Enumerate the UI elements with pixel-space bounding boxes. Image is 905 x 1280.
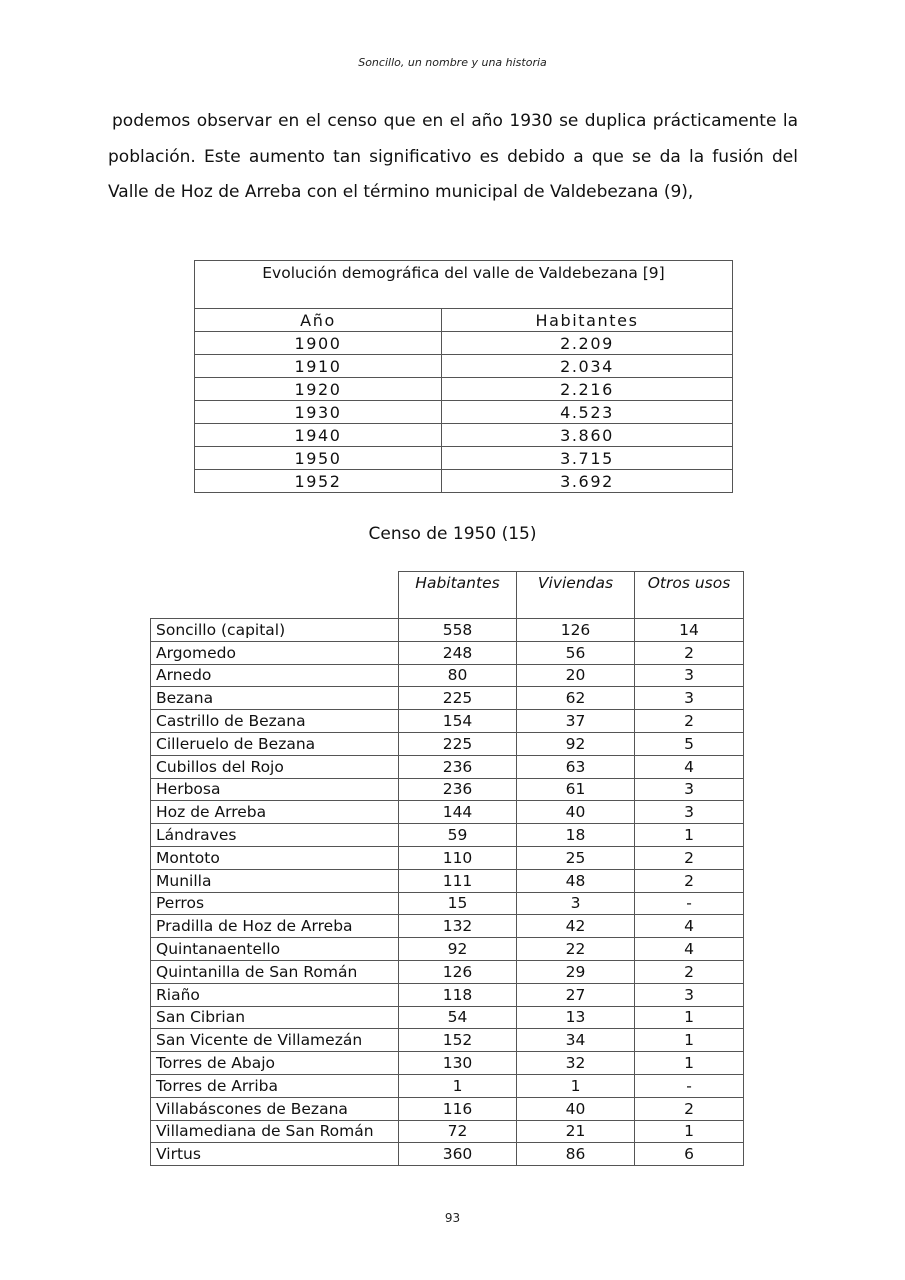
census-inhabitants-cell: 110 — [399, 846, 517, 869]
census-dwellings-cell: 34 — [517, 1029, 635, 1052]
place-name-cell: Torres de Arriba — [151, 1074, 399, 1097]
census-table-row — [151, 983, 744, 1006]
demographic-table-header-row — [195, 309, 733, 332]
census-dwellings-cell: 13 — [517, 1006, 635, 1029]
inhabitants-cell: 2.209 — [442, 332, 733, 355]
census-inhabitants-cell: 118 — [399, 983, 517, 1006]
census-dwellings-cell: 92 — [517, 732, 635, 755]
place-name-cell: Herbosa — [151, 778, 399, 801]
census-other-uses-cell: 1 — [635, 1052, 744, 1075]
census-inhabitants-cell: 360 — [399, 1143, 517, 1166]
year-cell: 1940 — [195, 424, 442, 447]
census-dwellings-header: Viviendas — [517, 572, 635, 619]
census-dwellings-cell: 27 — [517, 983, 635, 1006]
year-cell: 1930 — [195, 401, 442, 424]
demographic-table-title-row — [195, 261, 733, 309]
place-name-cell: Riaño — [151, 983, 399, 1006]
census-dwellings-cell: 22 — [517, 938, 635, 961]
year-column-header: Año — [195, 309, 442, 332]
census-dwellings-cell: 32 — [517, 1052, 635, 1075]
place-name-cell: Castrillo de Bezana — [151, 710, 399, 733]
census-table-row — [151, 710, 744, 733]
census-inhabitants-cell: 144 — [399, 801, 517, 824]
census-dwellings-cell: 42 — [517, 915, 635, 938]
census-other-uses-cell: 2 — [635, 960, 744, 983]
census-table-row — [151, 687, 744, 710]
place-name-cell: Cilleruelo de Bezana — [151, 732, 399, 755]
place-name-cell: Arnedo — [151, 664, 399, 687]
census-dwellings-cell: 63 — [517, 755, 635, 778]
census-other-uses-cell: 6 — [635, 1143, 744, 1166]
census-dwellings-cell: 62 — [517, 687, 635, 710]
census-other-uses-cell: 2 — [635, 869, 744, 892]
inhabitants-column-header: Habitantes — [442, 309, 733, 332]
census-dwellings-cell: 3 — [517, 892, 635, 915]
census-table-row — [151, 915, 744, 938]
inhabitants-cell: 3.692 — [442, 470, 733, 493]
demographic-table-row — [195, 470, 733, 493]
census-table-row — [151, 778, 744, 801]
place-name-cell: Quintanaentello — [151, 938, 399, 961]
inhabitants-cell: 3.715 — [442, 447, 733, 470]
census-inhabitants-cell: 116 — [399, 1097, 517, 1120]
census-other-uses-header: Otros usos — [635, 572, 744, 619]
census-inhabitants-cell: 59 — [399, 824, 517, 847]
census-other-uses-cell: 1 — [635, 824, 744, 847]
demographic-table-row — [195, 332, 733, 355]
demographic-table-row — [195, 424, 733, 447]
census-other-uses-cell: 2 — [635, 710, 744, 733]
census-dwellings-cell: 40 — [517, 801, 635, 824]
place-name-cell: Pradilla de Hoz de Arreba — [151, 915, 399, 938]
census-other-uses-cell: 3 — [635, 664, 744, 687]
census-inhabitants-cell: 236 — [399, 755, 517, 778]
census-inhabitants-cell: 225 — [399, 687, 517, 710]
census-other-uses-cell: 4 — [635, 938, 744, 961]
running-header: Soncillo, un nombre y una historia — [358, 56, 547, 69]
census-other-uses-cell: 3 — [635, 778, 744, 801]
census-table-row — [151, 1143, 744, 1166]
census-inhabitants-cell: 72 — [399, 1120, 517, 1143]
census-table-row — [151, 846, 744, 869]
inhabitants-cell: 2.216 — [442, 378, 733, 401]
census-blank-header-cell — [151, 572, 399, 619]
demographic-table-title: Evolución demográfica del valle de Valdebezana [9] — [195, 261, 733, 309]
census-table-header-row — [151, 572, 744, 619]
census-table-row — [151, 1052, 744, 1075]
census-other-uses-cell: 3 — [635, 801, 744, 824]
census-inhabitants-cell: 1 — [399, 1074, 517, 1097]
demographic-table-row — [195, 378, 733, 401]
census-other-uses-cell: 3 — [635, 983, 744, 1006]
census-other-uses-cell: 14 — [635, 619, 744, 642]
year-cell: 1910 — [195, 355, 442, 378]
census-dwellings-cell: 126 — [517, 619, 635, 642]
place-name-cell: Cubillos del Rojo — [151, 755, 399, 778]
census-inhabitants-cell: 154 — [399, 710, 517, 733]
census-table-row — [151, 1029, 744, 1052]
census-table-row — [151, 801, 744, 824]
census-table-row — [151, 619, 744, 642]
census-table-row — [151, 892, 744, 915]
body-paragraph: podemos observar en el censo que en el año 1930 se duplica prácticamente la población. Este aumento tan significativo es debido a que se da la fusión del Valle de Hoz de Arreba con el término municipal de Valdebezana (9), — [108, 111, 798, 202]
census-other-uses-cell: 1 — [635, 1120, 744, 1143]
demographic-table-row — [195, 401, 733, 424]
census-other-uses-cell: 2 — [635, 846, 744, 869]
census-other-uses-cell: - — [635, 892, 744, 915]
census-other-uses-cell: 2 — [635, 641, 744, 664]
census-inhabitants-cell: 54 — [399, 1006, 517, 1029]
inhabitants-cell: 2.034 — [442, 355, 733, 378]
census-table-row — [151, 960, 744, 983]
place-name-cell: Bezana — [151, 687, 399, 710]
census-inhabitants-cell: 111 — [399, 869, 517, 892]
body-paragraph-block — [108, 104, 798, 211]
census-table — [150, 571, 744, 1166]
demographic-table-row — [195, 447, 733, 470]
census-dwellings-cell: 18 — [517, 824, 635, 847]
census-other-uses-cell: 4 — [635, 755, 744, 778]
census-table-row — [151, 664, 744, 687]
census-dwellings-cell: 20 — [517, 664, 635, 687]
census-other-uses-cell: 5 — [635, 732, 744, 755]
census-dwellings-cell: 48 — [517, 869, 635, 892]
census-other-uses-cell: 1 — [635, 1029, 744, 1052]
place-name-cell: San Cibrian — [151, 1006, 399, 1029]
census-dwellings-cell: 61 — [517, 778, 635, 801]
census-table-row — [151, 1120, 744, 1143]
place-name-cell: Soncillo (capital) — [151, 619, 399, 642]
inhabitants-cell: 4.523 — [442, 401, 733, 424]
census-inhabitants-cell: 248 — [399, 641, 517, 664]
place-name-cell: Lándraves — [151, 824, 399, 847]
place-name-cell: Villabáscones de Bezana — [151, 1097, 399, 1120]
place-name-cell: Torres de Abajo — [151, 1052, 399, 1075]
census-inhabitants-cell: 152 — [399, 1029, 517, 1052]
census-table-row — [151, 641, 744, 664]
census-table-row — [151, 869, 744, 892]
demographic-table-row — [195, 355, 733, 378]
place-name-cell: Perros — [151, 892, 399, 915]
demographic-table — [194, 260, 733, 493]
census-table-row — [151, 755, 744, 778]
census-dwellings-cell: 1 — [517, 1074, 635, 1097]
census-inhabitants-cell: 225 — [399, 732, 517, 755]
page-number: 93 — [444, 1211, 461, 1225]
census-caption: Censo de 1950 (15) — [368, 524, 537, 544]
census-dwellings-cell: 40 — [517, 1097, 635, 1120]
census-dwellings-cell: 25 — [517, 846, 635, 869]
place-name-cell: Hoz de Arreba — [151, 801, 399, 824]
census-inhabitants-cell: 80 — [399, 664, 517, 687]
census-other-uses-cell: 3 — [635, 687, 744, 710]
census-table-row — [151, 1006, 744, 1029]
census-dwellings-cell: 56 — [517, 641, 635, 664]
census-dwellings-cell: 21 — [517, 1120, 635, 1143]
census-inhabitants-cell: 132 — [399, 915, 517, 938]
inhabitants-cell: 3.860 — [442, 424, 733, 447]
census-inhabitants-cell: 126 — [399, 960, 517, 983]
census-inhabitants-header: Habitantes — [399, 572, 517, 619]
census-inhabitants-cell: 92 — [399, 938, 517, 961]
census-table-row — [151, 938, 744, 961]
census-other-uses-cell: 1 — [635, 1006, 744, 1029]
place-name-cell: Montoto — [151, 846, 399, 869]
place-name-cell: San Vicente de Villamezán — [151, 1029, 399, 1052]
census-other-uses-cell: - — [635, 1074, 744, 1097]
census-inhabitants-cell: 558 — [399, 619, 517, 642]
year-cell: 1900 — [195, 332, 442, 355]
census-inhabitants-cell: 236 — [399, 778, 517, 801]
census-table-row — [151, 1097, 744, 1120]
place-name-cell: Villamediana de San Román — [151, 1120, 399, 1143]
census-dwellings-cell: 86 — [517, 1143, 635, 1166]
census-table-row — [151, 824, 744, 847]
census-other-uses-cell: 2 — [635, 1097, 744, 1120]
year-cell: 1952 — [195, 470, 442, 493]
census-other-uses-cell: 4 — [635, 915, 744, 938]
year-cell: 1920 — [195, 378, 442, 401]
place-name-cell: Munilla — [151, 869, 399, 892]
census-dwellings-cell: 37 — [517, 710, 635, 733]
census-table-row — [151, 732, 744, 755]
place-name-cell: Quintanilla de San Román — [151, 960, 399, 983]
place-name-cell: Virtus — [151, 1143, 399, 1166]
year-cell: 1950 — [195, 447, 442, 470]
place-name-cell: Argomedo — [151, 641, 399, 664]
census-table-row — [151, 1074, 744, 1097]
census-inhabitants-cell: 15 — [399, 892, 517, 915]
census-dwellings-cell: 29 — [517, 960, 635, 983]
census-inhabitants-cell: 130 — [399, 1052, 517, 1075]
